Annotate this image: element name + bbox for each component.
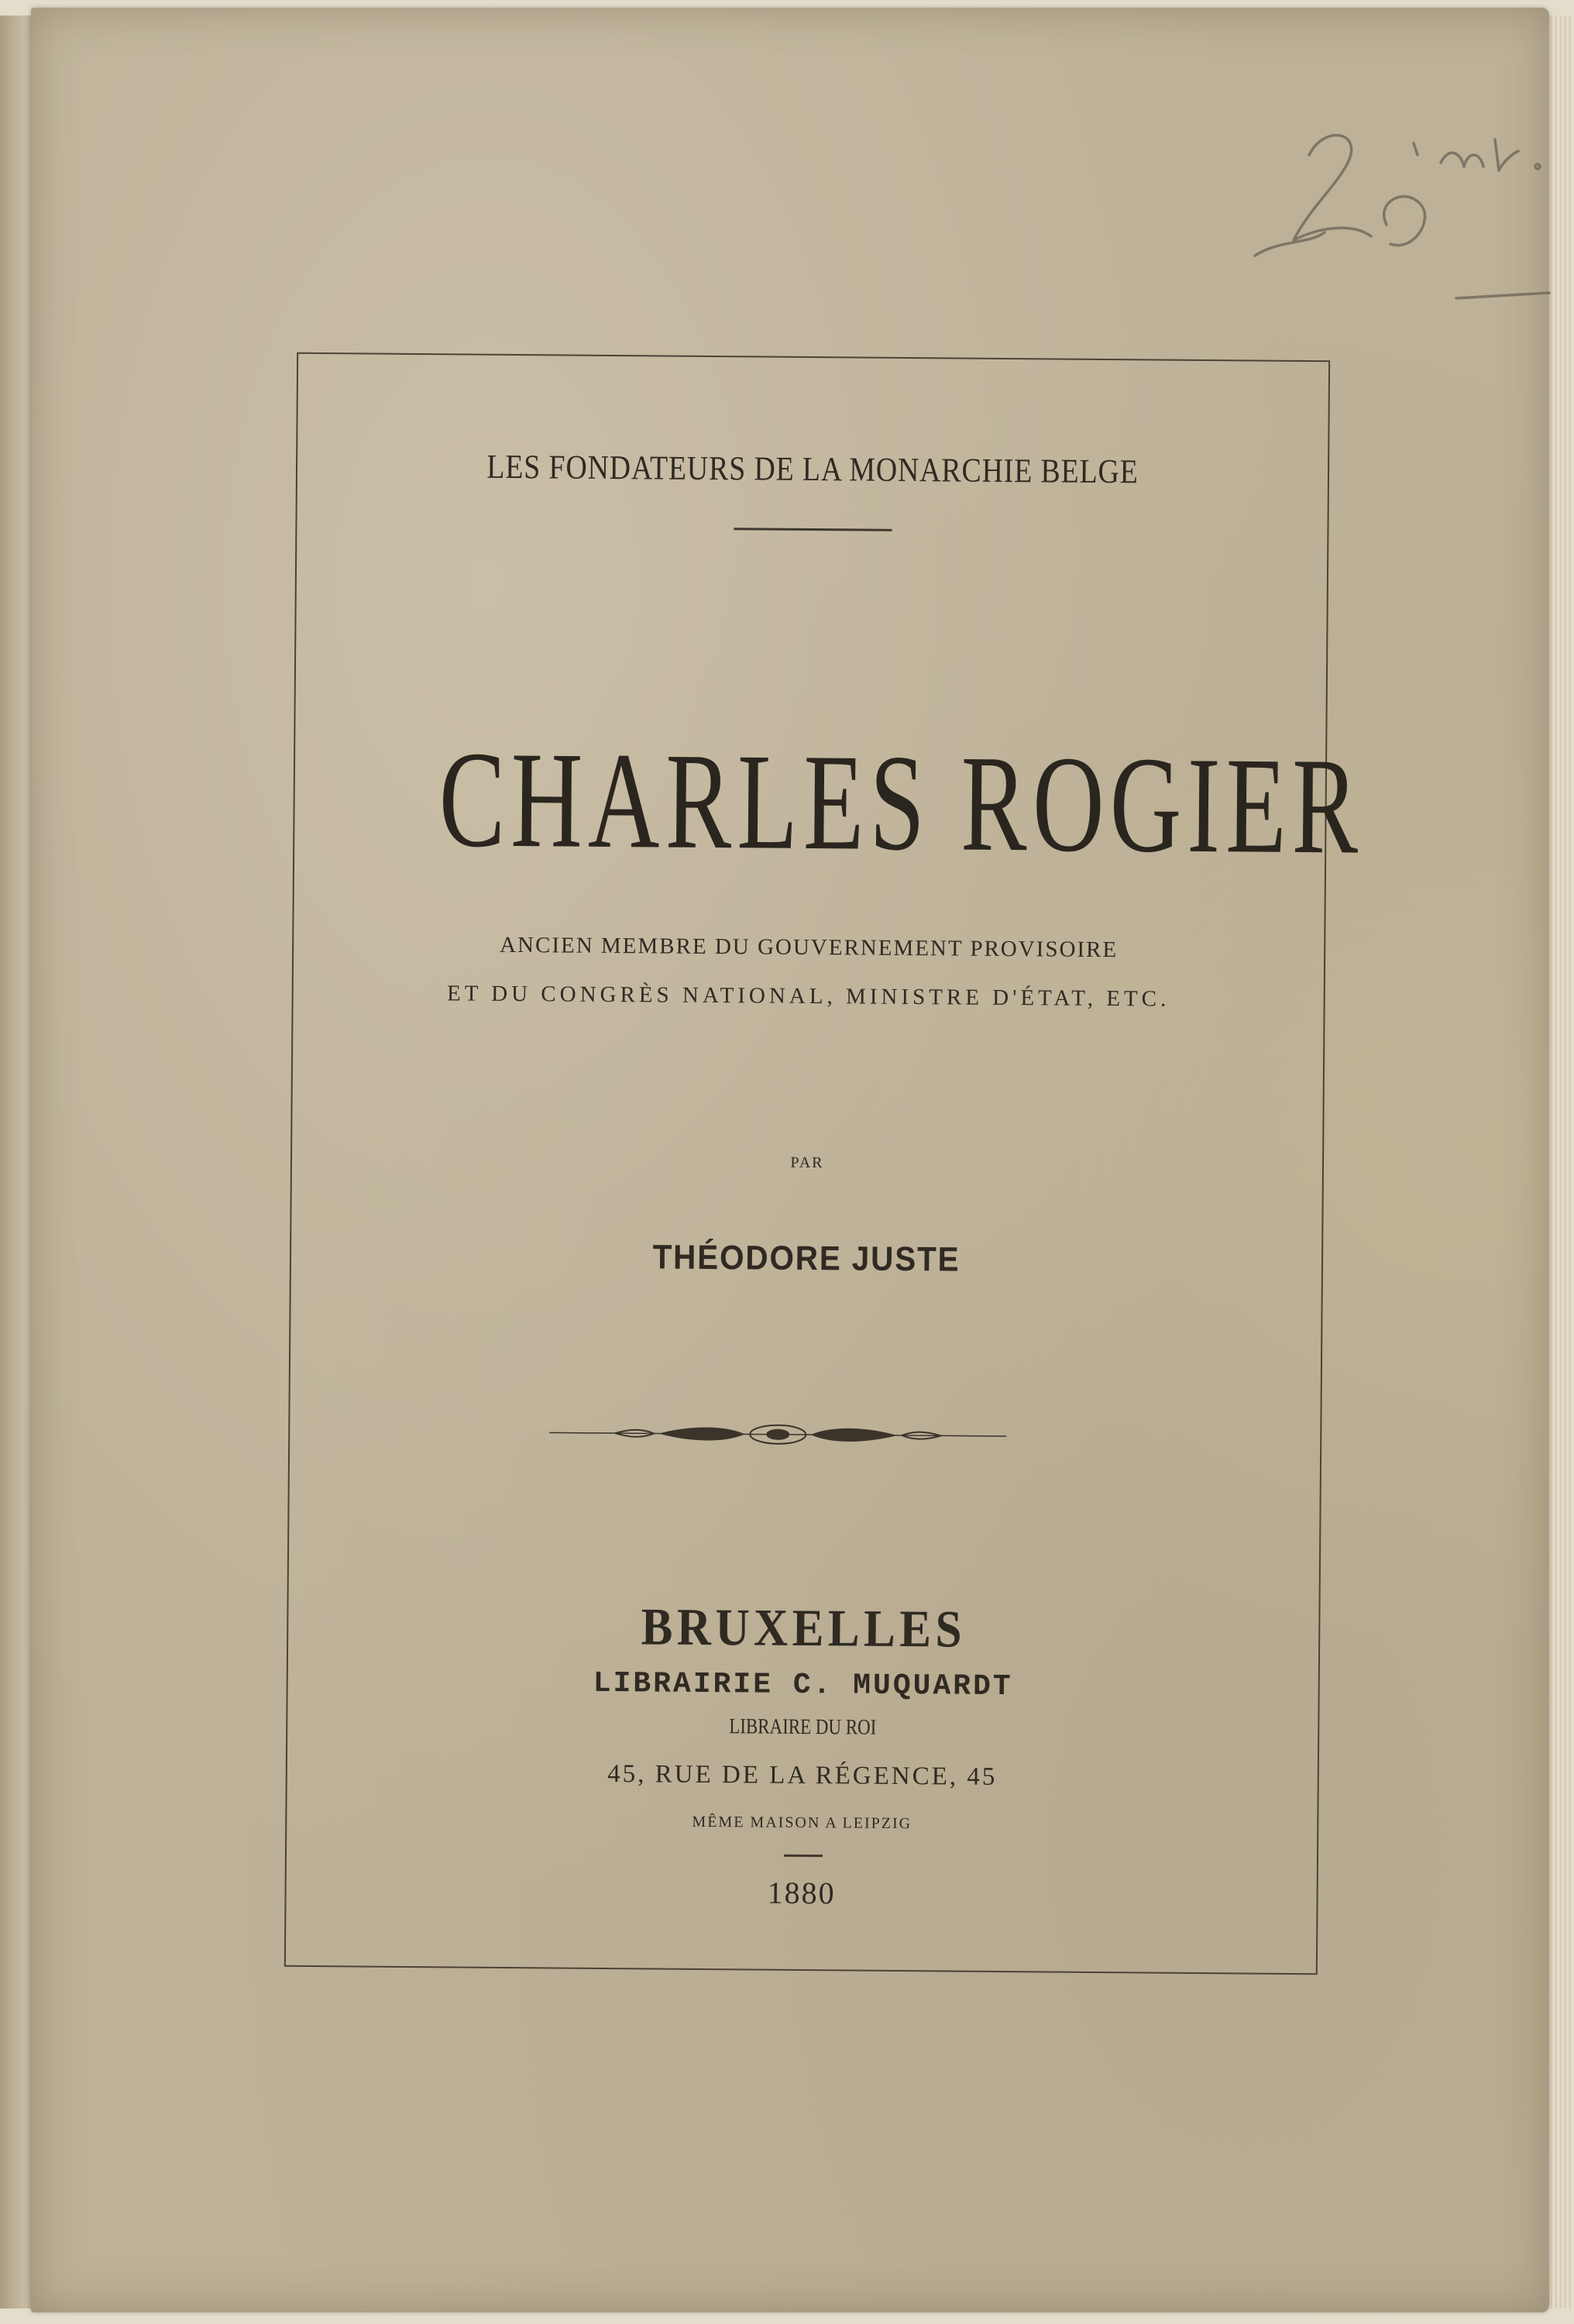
publisher-title: LIBRAIRE DU ROI [729, 1714, 877, 1740]
divider-tiny [784, 1855, 823, 1857]
author-name: THÉODORE JUSTE [652, 1238, 961, 1279]
publisher: LIBRAIRIE C. MUQUARDT [593, 1666, 1013, 1704]
book-cover [31, 8, 1549, 2312]
publication-year: 1880 [767, 1875, 836, 1911]
city: BRUXELLES [641, 1597, 967, 1659]
by-label: PAR [790, 1153, 824, 1172]
pencil-annotation-icon [1239, 108, 1565, 310]
subtitle-line-1: ANCIEN MEMBRE DU GOUVERNEMENT PROVISOIRE [500, 932, 1119, 963]
book-title: CHARLES ROGIER [438, 722, 1365, 883]
series-title: LES FONDATEURS DE LA MONARCHIE BELGE [486, 447, 1139, 491]
ornament-icon [545, 1417, 1010, 1452]
divider-short [734, 528, 892, 531]
title-frame [284, 352, 1365, 1975]
publisher-address: 45, RUE DE LA RÉGENCE, 45 [607, 1760, 998, 1791]
publisher-branch: MÊME MAISON A LEIPZIG [692, 1813, 912, 1833]
subtitle-line-2: ET DU CONGRÈS NATIONAL, MINISTRE D'ÉTAT, ETC. [446, 981, 1170, 1012]
